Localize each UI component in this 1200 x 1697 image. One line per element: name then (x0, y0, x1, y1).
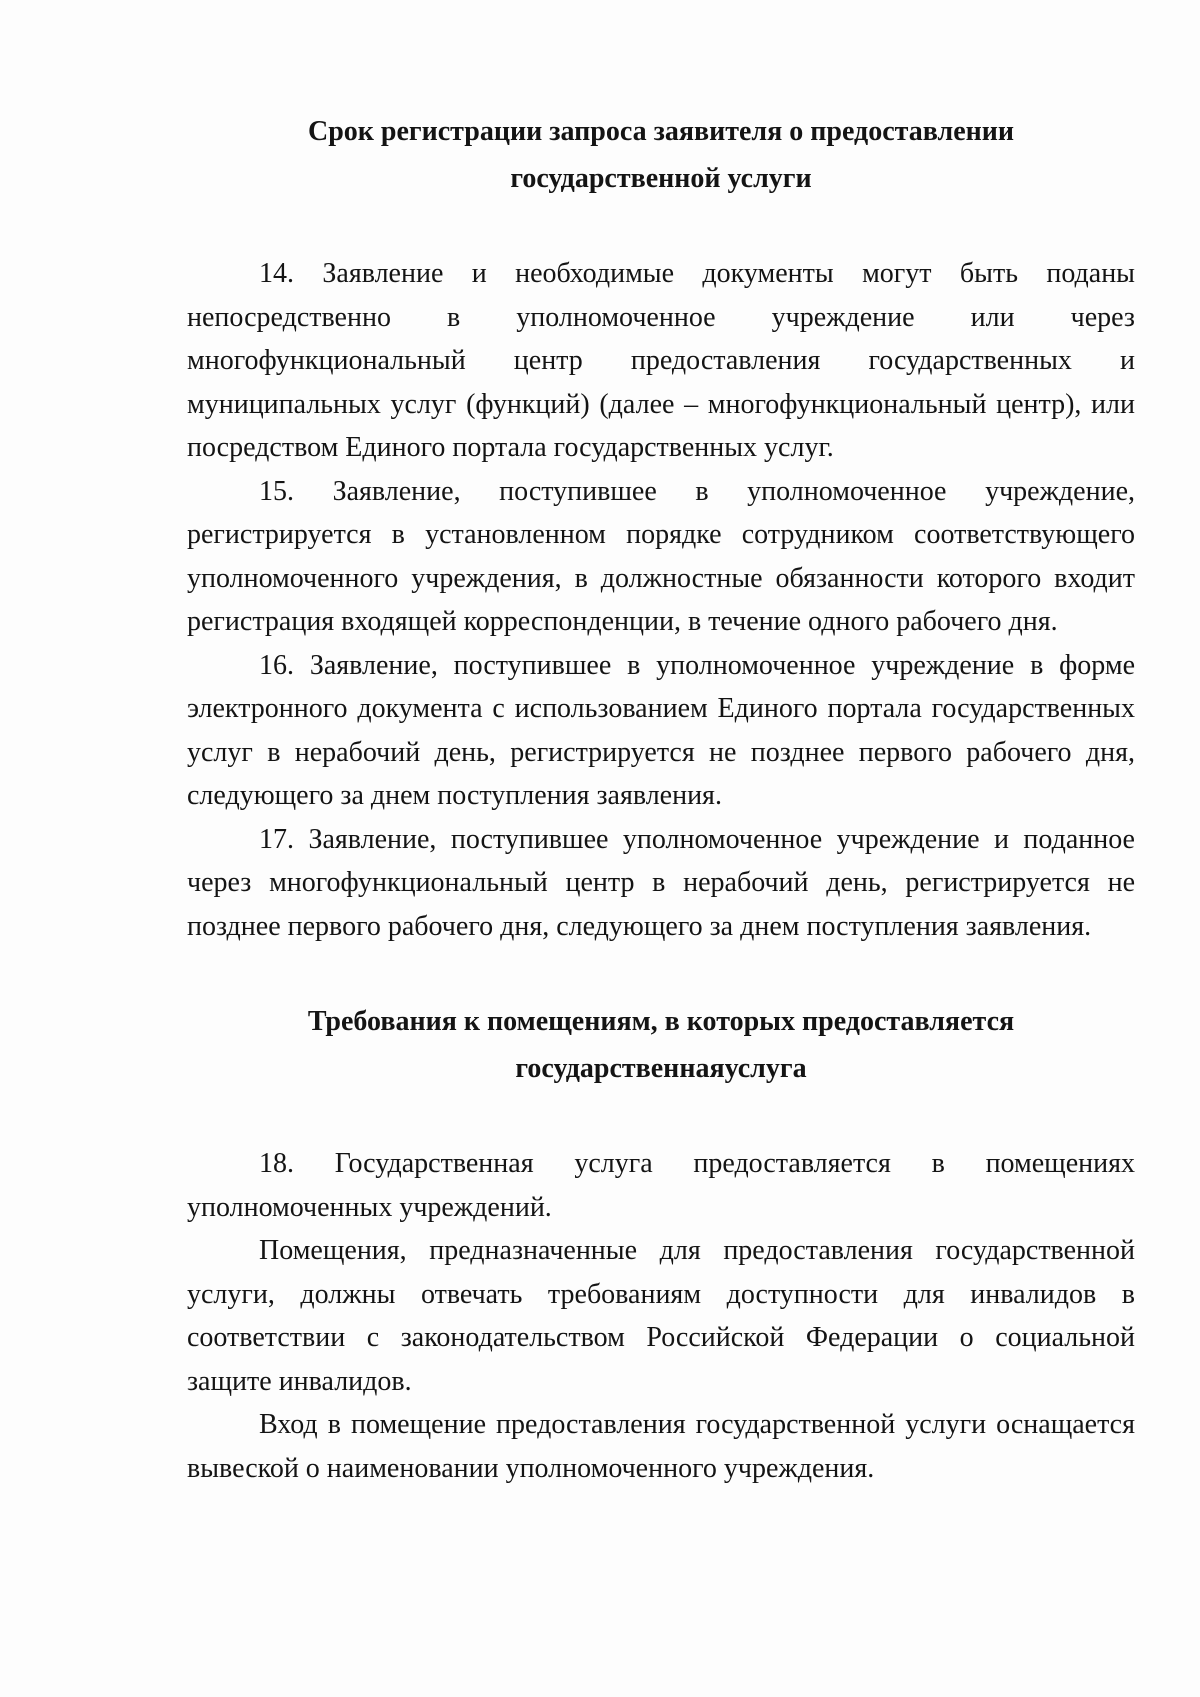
paragraph-16: 16. Заявление, поступившее в уполномоченное учреждение в форме электронного документа с использованием Единого портала государственных услуг в нерабочий день, регистрируется не позднее первого рабочего дня, следующего за днем поступления заявления. (187, 649, 1135, 811)
paragraph-18: 18. Государственная услуга предоставляется в помещениях уполномоченных учреждений. (187, 1148, 1135, 1223)
paragraph-14: 14. Заявление и необходимые документы могут быть поданы непосредственно в уполномоченное учреждение или через многофункциональный центр предоставления государственных и муниципальных услуг (функций) (далее – многофункциональный центр), или посредством Единого портала государственных услуг. (187, 258, 1135, 463)
paragraph-entrance-sign: Вход в помещение предоставления государственной услуги оснащается вывеской о наименовании уполномоченного учреждения. (187, 1409, 1135, 1484)
heading-line: Срок регистрации запроса заявителя о предоставлении (307, 116, 1015, 147)
paragraph-17: 17. Заявление, поступившее уполномоченное учреждение и поданное через многофункциональный центр в нерабочий день, регистрируется не позднее первого рабочего дня, следующего за днем поступления заявления. (187, 823, 1135, 942)
heading-line: Требования к помещениям, в которых предоставляется (307, 1006, 1015, 1037)
document-body (187, 108, 1135, 1490)
paragraph-premises-accessibility: Помещения, предназначенные для предоставления государственной услуги, должны отвечать требованиям доступности для инвалидов в соответствии с законодательством Российской Федерации о социальной защите инвалидов. (187, 1235, 1135, 1397)
paragraph-15: 15. Заявление, поступившее в уполномоченное учреждение, регистрируется в установленном порядке сотрудником соответствующего уполномоченного учреждения, в должностные обязанности которого входит регистрация входящей корреспонденции, в течение одного рабочего дня. (187, 475, 1135, 637)
heading-line: государственной услуги (510, 163, 812, 194)
heading-line: государственнаяуслуга (515, 1053, 807, 1084)
section-heading-premises (187, 998, 1135, 1092)
section-heading-registration (187, 108, 1135, 202)
